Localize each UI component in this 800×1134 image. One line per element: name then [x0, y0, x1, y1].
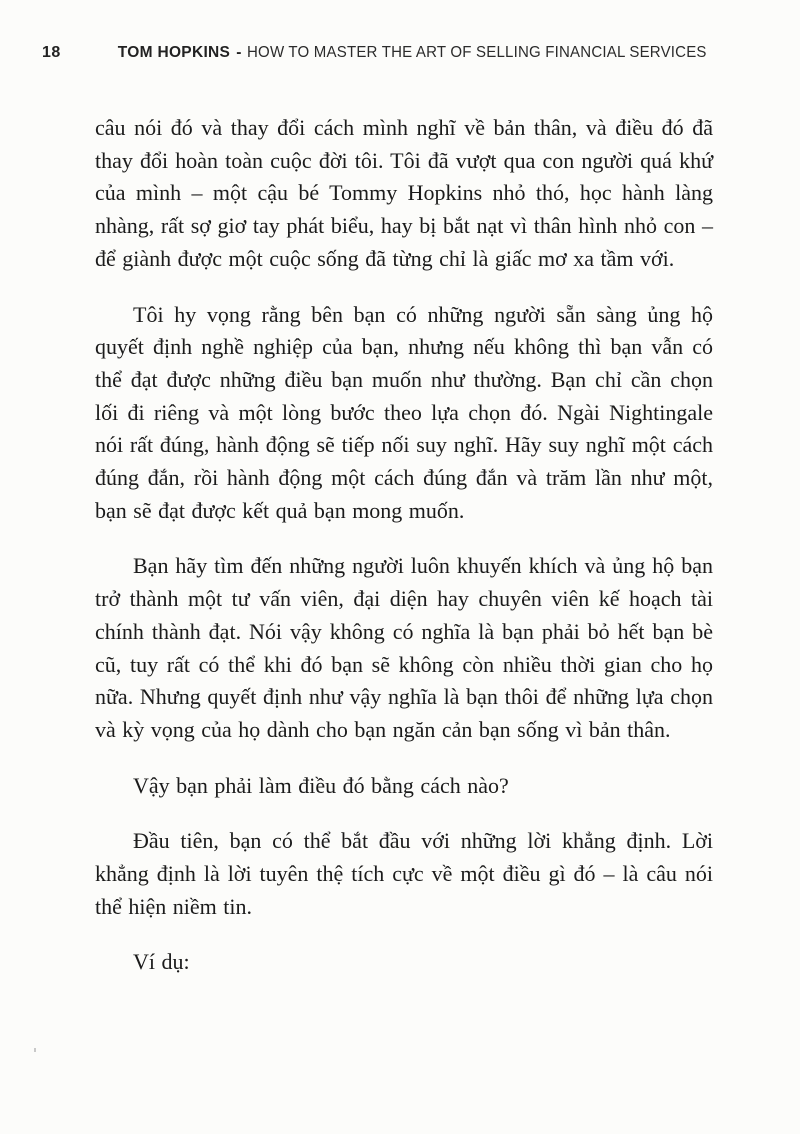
body-paragraph: câu nói đó và thay đổi cách mình nghĩ về bản thân, và điều đó đã thay đổi hoàn toàn cuộc đời tôi. Tôi đã vượt qua con người quá khứ của mình – một cậu bé Tommy Hopkins nhỏ thó, học hành làng nhàng, rất sợ giơ tay phát biểu, hay bị bắt nạt vì thân hình nhỏ con – để giành được một cuộc sống đã từng chỉ là giấc mơ xa tầm với.: [95, 115, 713, 271]
page-number: 18: [42, 44, 61, 61]
header-separator: -: [236, 44, 242, 61]
page-body: [95, 112, 713, 1002]
running-header: [42, 44, 760, 62]
header-author: TOM HOPKINS: [117, 44, 231, 61]
body-paragraph: Vậy bạn phải làm điều đó bằng cách nào?: [133, 772, 509, 798]
body-paragraph: Ví dụ:: [133, 949, 190, 975]
body-paragraph: Bạn hãy tìm đến những người luôn khuyến khích và ủng hộ bạn trở thành một tư vấn viên, đại diện hay chuyên viên kế hoạch tài chính thành đạt. Nói vậy không có nghĩa là bạn phải bỏ hết bạn bè cũ, tuy rất có thể khi đó bạn sẽ không còn nhiều thời gian cho họ nữa. Nhưng quyết định như vậy nghĩa là bạn thôi để những lựa chọn và kỳ vọng của họ dành cho bạn ngăn cản bạn sống vì bản thân.: [95, 553, 713, 742]
body-paragraph: Tôi hy vọng rằng bên bạn có những người sẵn sàng ủng hộ quyết định nghề nghiệp của bạn, nhưng nếu không thì bạn vẫn có thể đạt được những điều bạn muốn như thường. Bạn chỉ cần chọn lối đi riêng và một lòng bước theo lựa chọn đó. Ngài Nightingale nói rất đúng, hành động sẽ tiếp nối suy nghĩ. Hãy suy nghĩ một cách đúng đắn, rồi hành động một cách đúng đắn và trăm lần như một, bạn sẽ đạt được kết quả bạn mong muốn.: [95, 301, 713, 523]
body-paragraph: Đầu tiên, bạn có thể bắt đầu với những lời khẳng định. Lời khẳng định là lời tuyên thệ tích cực về một điều gì đó – là câu nói thể hiện niềm tin.: [95, 828, 713, 919]
header-title: HOW TO MASTER THE ART OF SELLING FINANCIAL SERVICES: [247, 44, 708, 61]
scan-artifact: [34, 1048, 36, 1052]
